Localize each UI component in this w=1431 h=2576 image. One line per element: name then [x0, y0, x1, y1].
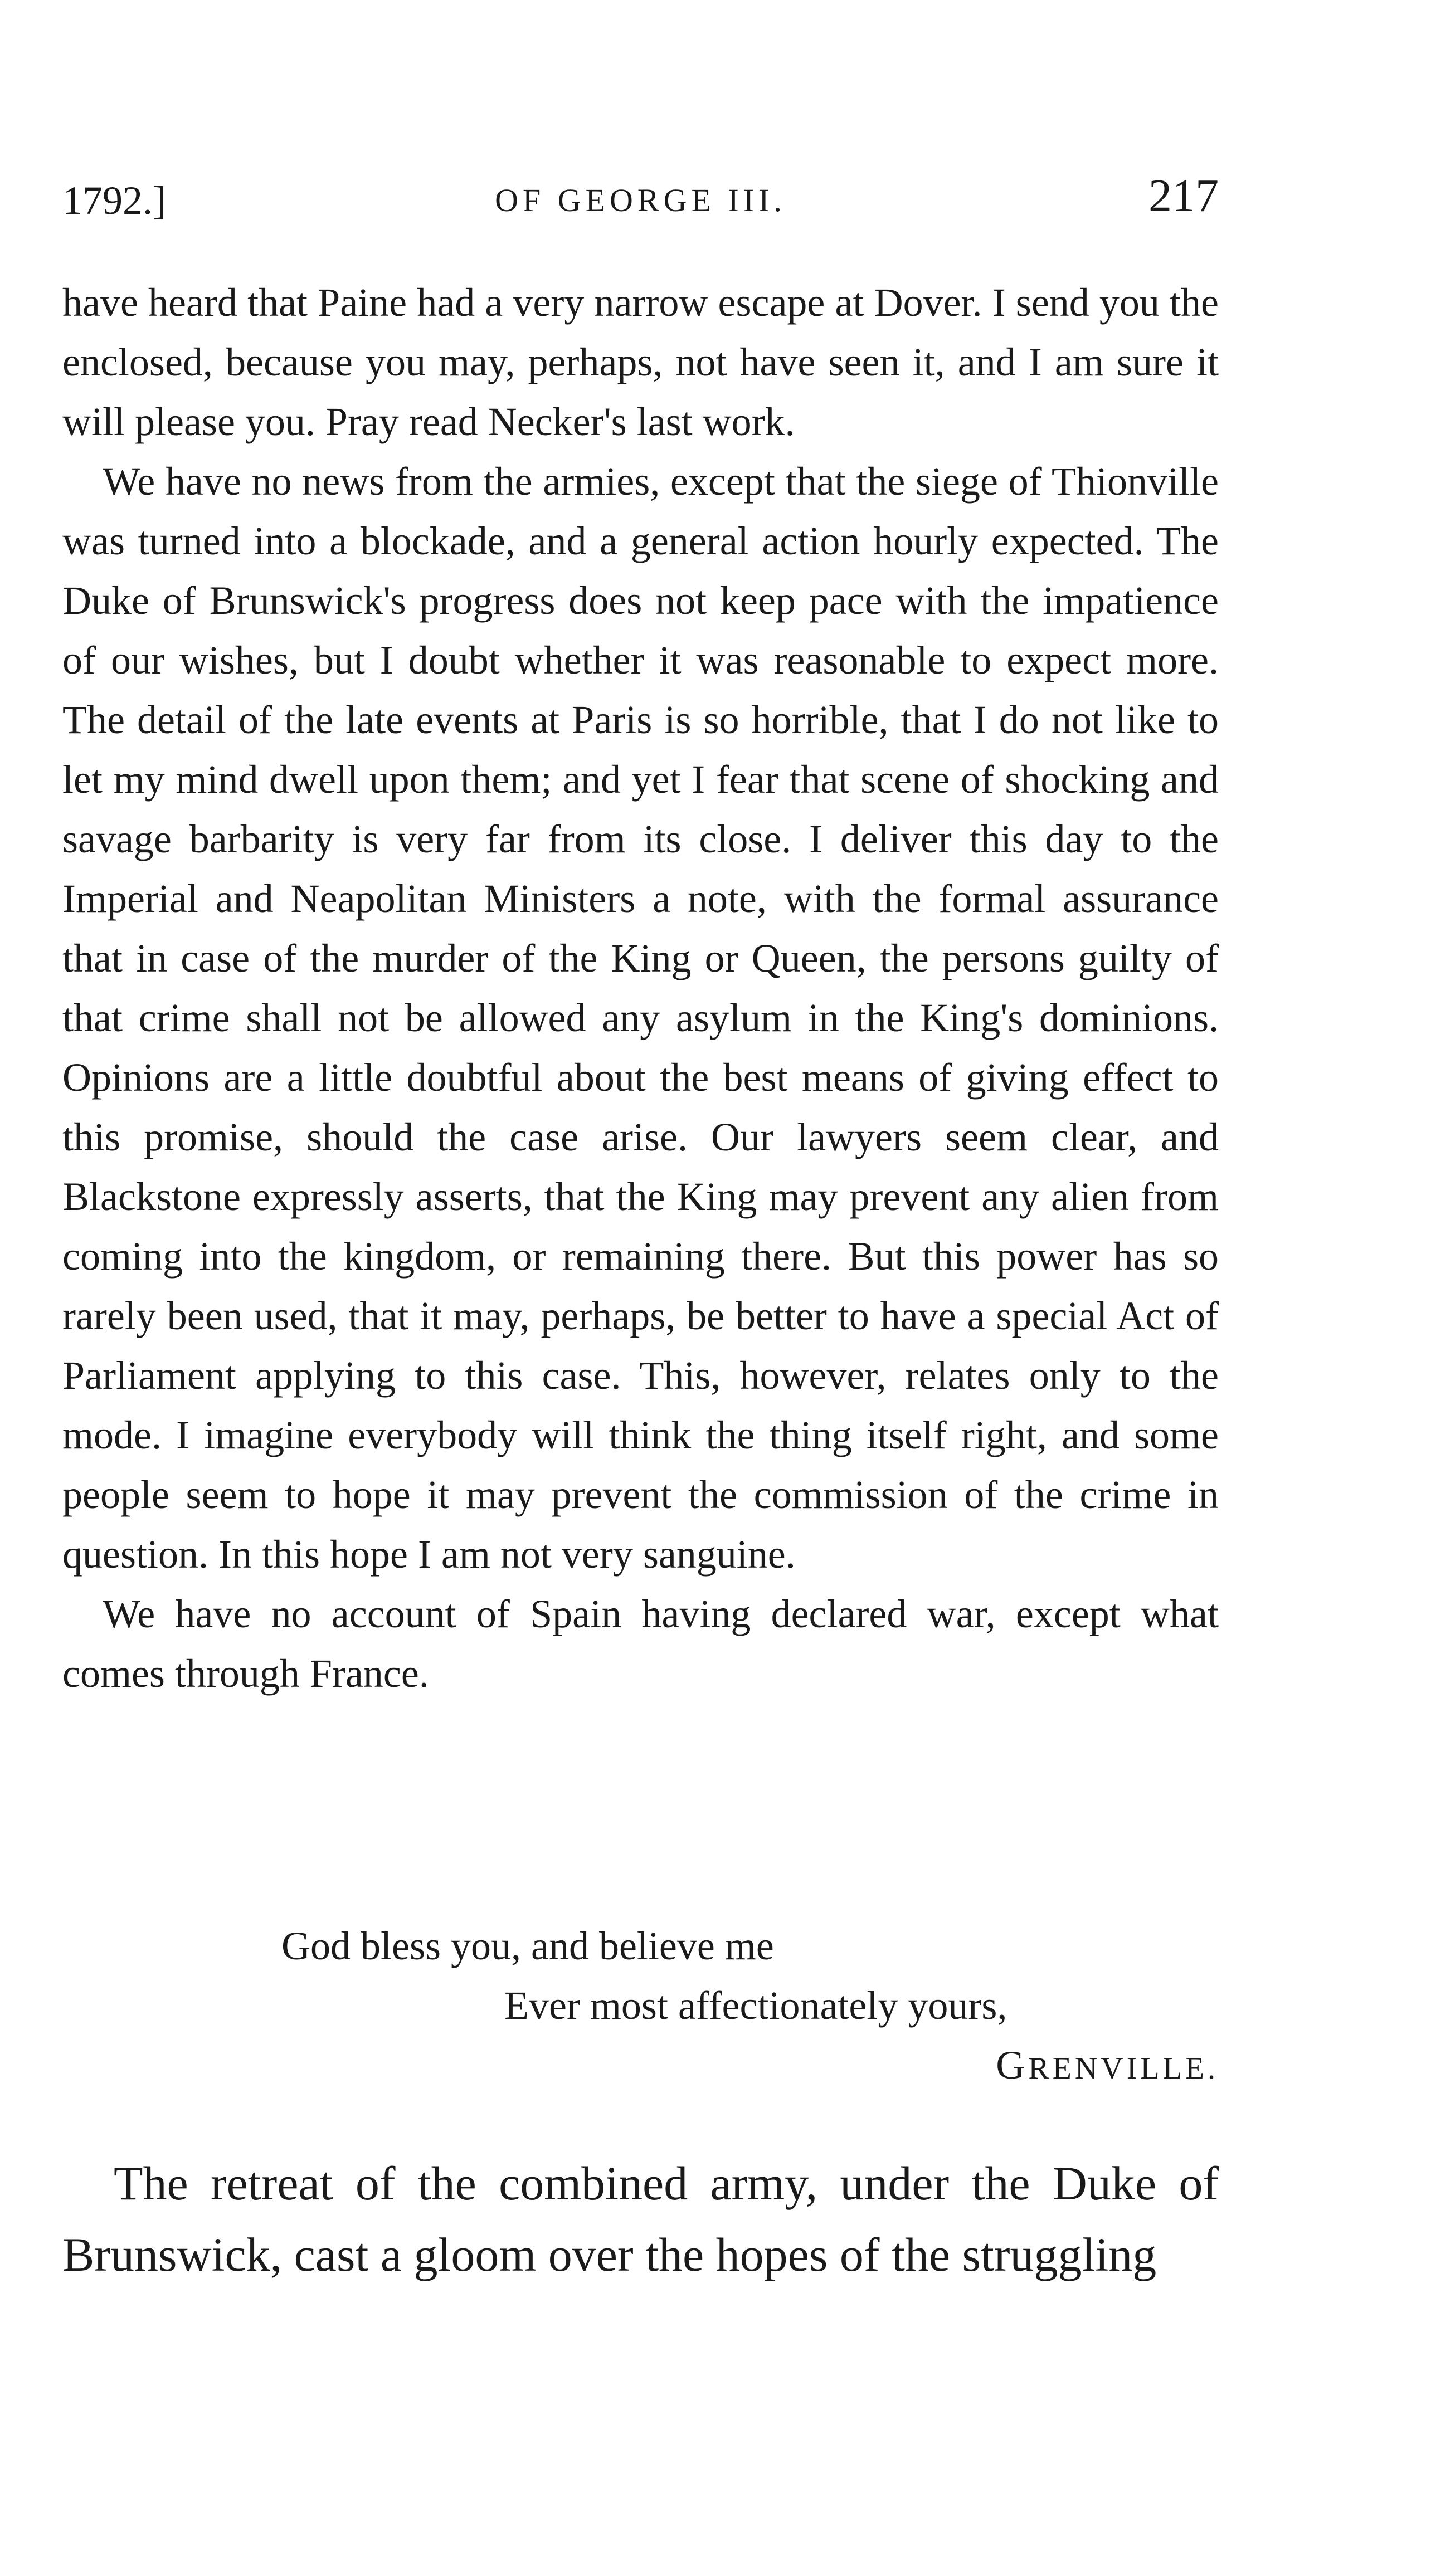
- letter-paragraph-3: We have no account of Spain having declared war, except what comes through France.: [62, 1592, 1219, 1696]
- letter-closing-line-1: God bless you, and believe me: [281, 1924, 774, 1968]
- page-number: 217: [1148, 170, 1219, 222]
- letter-paragraph-1: have heard that Paine had a very narrow escape at Dover. I send you the enclosed, because you may, perhaps, not have seen it, and I am sure it will please you. Pray read Necker's last work.: [62, 280, 1219, 444]
- running-title: OF GEORGE III.: [495, 182, 786, 218]
- running-header: [62, 167, 1219, 234]
- letter-signature: [996, 2036, 1219, 2099]
- narrative-paragraph: The retreat of the combined army, under the Duke of Brunswick, cast a gloom over the hopes of the struggling: [62, 2157, 1219, 2281]
- header-year: 1792.]: [62, 178, 166, 223]
- letter-body: [62, 273, 1219, 1704]
- signature-rest: RENVILLE.: [1028, 2051, 1219, 2086]
- letter-paragraph-2: We have no news from the armies, except that the siege of Thionville was turned into a blockade, and a general action hourly expected. The Duke of Brunswick's progress does not keep pace with the impatience of our wishes, but I doubt whether it was reasonable to expect more. The detail of the late events at Paris is so horrible, that I do not like to let my mind dwell upon them; and yet I fear that scene of shocking and savage barbarity is very far from its close. I deliver this day to the Imperial and Neapolitan Ministers a note, with the formal assurance that in case of the murder of the King or Queen, the persons guilty of that crime shall not be allowed any asylum in the King's dominions. Opinions are a little doubtful about the best means of giving effect to this promise, should the case arise. Our lawyers seem clear, and Blackstone expressly asserts, that the King may prevent any alien from coming into the kingdom, or remaining there. But this power has so rarely been used, that it may, perhaps, be better to have a special Act of Parliament applying to this case. This, however, relates only to the mode. I imagine everybody will think the thing itself right, and some people seem to hope it may prevent the commission of the crime in question. In this hope I am not very sanguine.: [62, 459, 1219, 1577]
- signature-initial: G: [996, 2043, 1029, 2087]
- letter-closing-line-2: Ever most affectionately yours,: [504, 1983, 1007, 2028]
